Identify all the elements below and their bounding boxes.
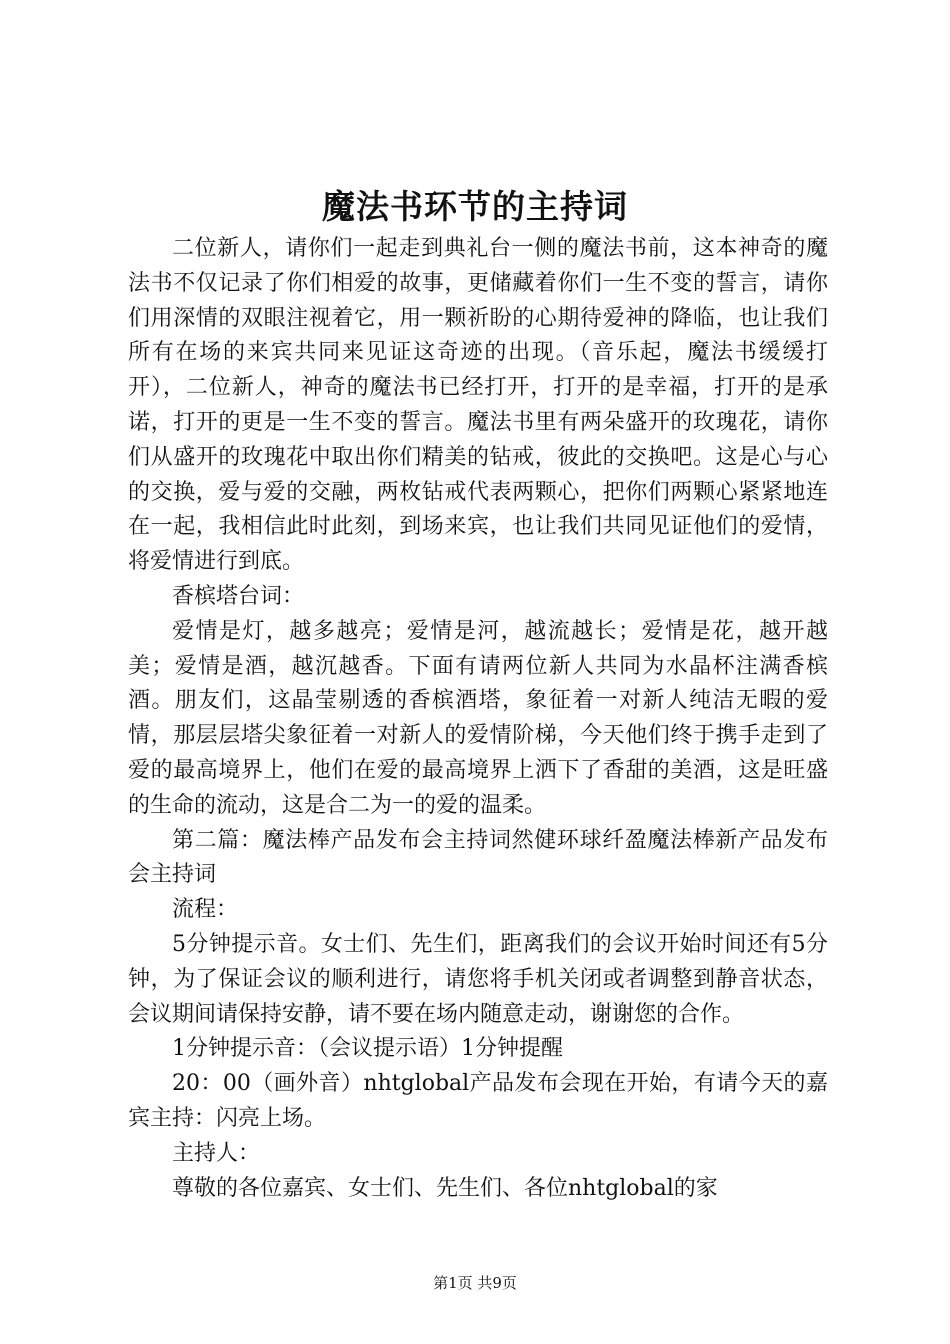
- paragraph-2: 香槟塔台词：: [172, 583, 305, 609]
- paragraph-1: 二位新人，请你们一起走到典礼台一侧的魔法书前，这本神奇的魔法书不仅记录了你们相爱的故事，更储藏着你们一生不变的誓言，请你们用深情的双眼注视着它，用一颗祈盼的心期待爱神的降临，也让我们所有在场的来宾共同来见证这奇迹的出现。（音乐起，魔法书缓缓打开），二位新人，神奇的魔法书已经打开，打开的是幸福，打开的是承诺，打开的更是一生不变的誓言。魔法书里有两朵盛开的玫瑰花，请你们从盛开的玫瑰花中取出你们精美的钻戒，彼此的交换吧。这是心与心的交换，爱与爱的交融，两枚钻戒代表两颗心，把你们两颗心紧紧地连在一起，我相信此时此刻，到场来宾，也让我们共同见证他们的爱情，将爱情进行到底。: [128, 236, 828, 575]
- paragraph-4: 第二篇：魔法棒产品发布会主持词然健环球纤盈魔法棒新产品发布会主持词: [128, 827, 828, 888]
- paragraph-7: 1分钟提示音：（会议提示语）1分钟提醒: [172, 1036, 563, 1062]
- paragraph-10: 尊敬的各位嘉宾、女士们、先生们、各位nhtglobal的家: [172, 1175, 718, 1201]
- paragraph-6: 5分钟提示音。女士们、先生们，距离我们的会议开始时间还有5分钟，为了保证会议的顺利进行，请您将手机关闭或者调整到静音状态，会议期间请保持安静，请不要在场内随意走动，谢谢您的合作。: [128, 931, 828, 1027]
- paragraph-3: 爱情是灯，越多越亮；爱情是河，越流越长；爱情是花，越开越美；爱情是酒，越沉越香。下面有请两位新人共同为水晶杯注满香槟酒。朋友们，这晶莹剔透的香槟酒塔，象征着一对新人纯洁无暇的爱情，那层层塔尖象征着一对新人的爱情阶梯，今天他们终于携手走到了爱的最高境界上，他们在爱的最高境界上洒下了香甜的美酒，这是旺盛的生命的流动，这是合二为一的爱的温柔。: [128, 618, 828, 818]
- page-footer: 第1页 共9页: [433, 1274, 517, 1292]
- paragraph-9: 主持人：: [172, 1140, 261, 1166]
- document-title: 魔法书环节的主持词: [322, 187, 628, 226]
- document-body: [128, 232, 828, 1206]
- paragraph-8: 20：00（画外音）nhtglobal产品发布会现在开始，有请今天的嘉宾主持：闪亮上场。: [128, 1071, 828, 1131]
- paragraph-5: 流程：: [172, 897, 239, 923]
